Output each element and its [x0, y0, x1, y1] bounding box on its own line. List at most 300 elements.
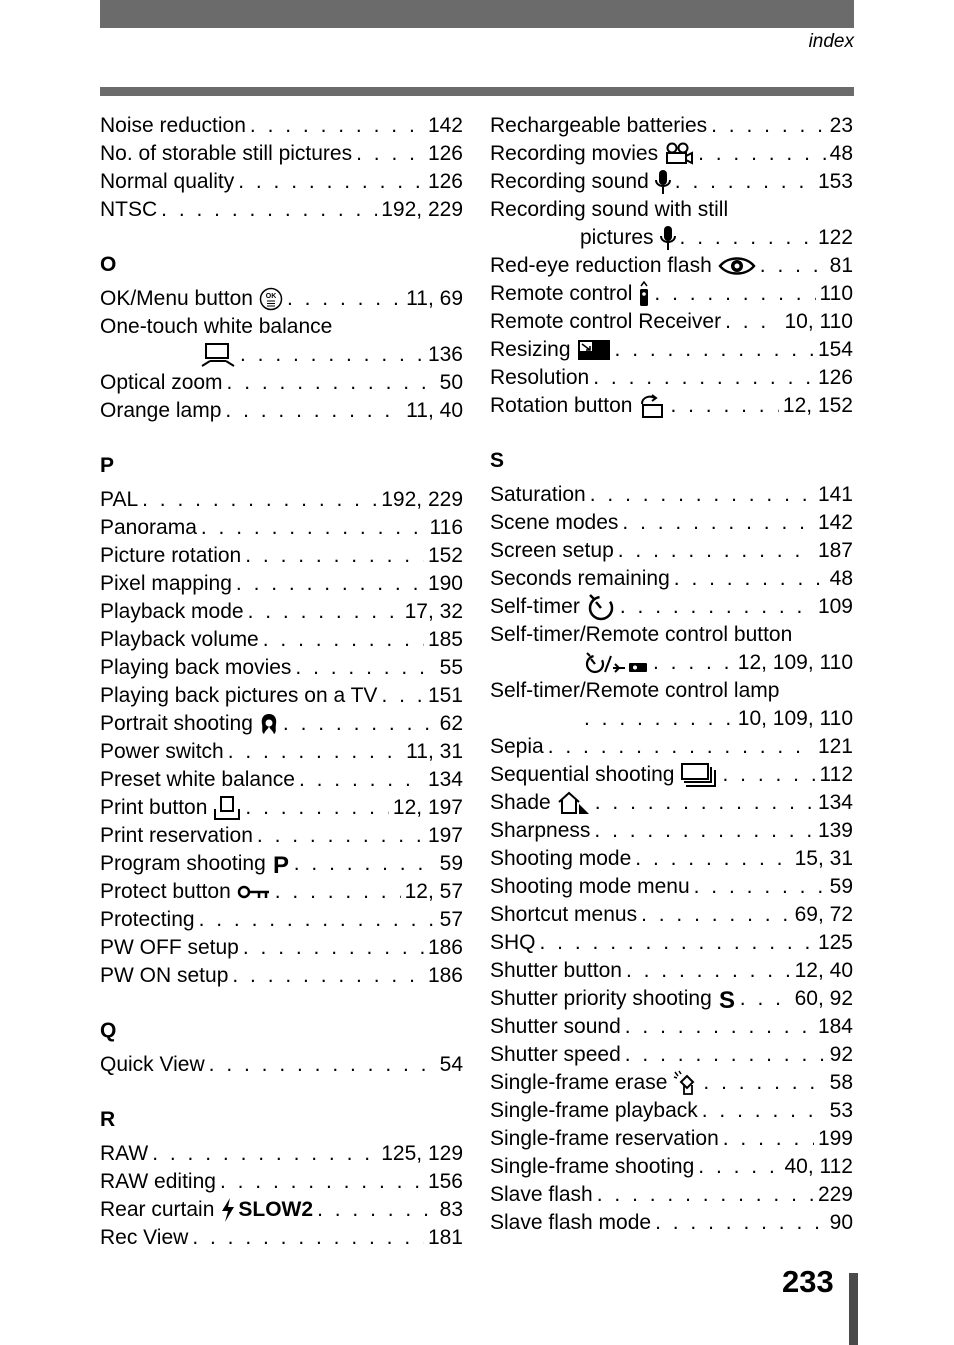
leader-dots	[275, 880, 401, 904]
index-term: Power switch	[100, 740, 224, 763]
leader-dots	[220, 1170, 424, 1194]
index-entry-heading	[490, 196, 853, 224]
leader-dots	[152, 1142, 377, 1166]
leader-dots	[584, 707, 734, 731]
index-term: PW ON setup	[100, 964, 229, 987]
index-entry	[100, 822, 463, 850]
leader-dots	[760, 254, 826, 278]
index-entry	[490, 565, 853, 593]
page-reference: 142	[427, 114, 463, 137]
page-reference: 122	[817, 226, 853, 249]
svg-text:S: S	[718, 987, 735, 1011]
index-entry	[490, 761, 853, 789]
page-reference: 116	[429, 516, 463, 539]
page-reference: 48	[829, 567, 853, 590]
index-entry	[100, 1224, 463, 1252]
index-entry	[490, 481, 853, 509]
index-term: Single-frame erase	[490, 1071, 668, 1094]
leader-dots	[593, 366, 814, 390]
index-entry	[490, 336, 853, 364]
index-term: Single-frame reservation	[490, 1127, 719, 1150]
page-reference: 110	[819, 282, 853, 305]
leader-dots	[620, 595, 814, 619]
index-entry	[100, 369, 463, 397]
index-term: Playing back pictures on a TV	[100, 684, 378, 707]
index-entry	[100, 542, 463, 570]
index-column-right	[490, 112, 853, 1237]
leader-dots	[674, 567, 826, 591]
protect-key-icon	[237, 883, 271, 901]
index-entry	[490, 1041, 853, 1069]
index-entry	[100, 1140, 463, 1168]
index-term: Sharpness	[490, 819, 591, 842]
leader-dots	[694, 875, 826, 899]
index-term: Protect button	[100, 880, 231, 903]
index-entry	[490, 845, 853, 873]
index-section-letter: Q	[100, 1019, 117, 1042]
index-section-letter: O	[100, 253, 117, 276]
index-term: Shutter sound	[490, 1015, 621, 1038]
leader-dots	[680, 226, 814, 250]
leader-dots	[540, 931, 814, 955]
index-term: Sequential shooting	[490, 763, 675, 786]
index-entry	[100, 486, 463, 514]
index-term: Portrait shooting	[100, 712, 253, 735]
page-reference: 186	[427, 964, 463, 987]
leader-dots	[263, 628, 424, 652]
index-entry	[100, 168, 463, 196]
page-number: 233	[782, 1264, 834, 1299]
index-entry	[100, 794, 463, 822]
index-term: Self-timer/Remote control lamp	[490, 679, 780, 702]
index-term: Sepia	[490, 735, 544, 758]
index-entry	[490, 1181, 853, 1209]
index-term: Shooting mode menu	[490, 875, 690, 898]
index-term: NTSC	[100, 198, 158, 221]
index-entry	[490, 873, 853, 901]
page-reference: 54	[439, 1053, 463, 1076]
leader-dots	[622, 511, 814, 535]
leader-dots	[228, 740, 402, 764]
leader-dots	[698, 142, 826, 166]
index-term: Print button	[100, 796, 208, 819]
index-term: Rechargeable batteries	[490, 114, 708, 137]
page-reference: 134	[427, 768, 463, 791]
index-term: Picture rotation	[100, 544, 242, 567]
index-entry	[490, 1013, 853, 1041]
leader-dots	[635, 847, 790, 871]
index-term: Self-timer	[490, 595, 580, 618]
leader-dots	[618, 539, 814, 563]
index-term: Red-eye reduction flash	[490, 254, 712, 277]
index-entry-heading	[100, 313, 463, 341]
page-reference: 10, 109, 110	[737, 707, 853, 730]
erase-icon	[673, 1070, 699, 1096]
index-term: PW OFF setup	[100, 936, 239, 959]
svg-text:P: P	[272, 852, 289, 876]
icon-label: SLOW2	[238, 1198, 314, 1221]
index-term: Shooting mode	[490, 847, 632, 870]
page-reference: 58	[829, 1071, 853, 1094]
page-reference: 197	[427, 824, 463, 847]
index-entry	[100, 140, 463, 168]
page-reference: 184	[817, 1015, 853, 1038]
page-reference: 126	[427, 142, 463, 165]
ok-menu-icon	[259, 287, 283, 311]
index-term: Pixel mapping	[100, 572, 232, 595]
page-reference: 125, 129	[381, 1142, 463, 1165]
leader-dots	[317, 1198, 436, 1222]
leader-dots	[670, 394, 778, 418]
index-entry	[490, 280, 853, 308]
index-entry	[100, 514, 463, 542]
leader-dots	[711, 114, 826, 138]
page-reference: 187	[817, 539, 853, 562]
index-term: Orange lamp	[100, 399, 222, 422]
leader-dots	[250, 114, 424, 138]
index-term: Playback volume	[100, 628, 259, 651]
resize-icon	[577, 338, 611, 362]
page-reference: 11, 69	[406, 287, 463, 310]
index-entry	[490, 112, 853, 140]
index-term: Rear curtain	[100, 1198, 215, 1221]
page-reference: 60, 92	[794, 987, 853, 1010]
page-reference: 55	[439, 656, 463, 679]
index-term: Shade	[490, 791, 551, 814]
page-reference: 83	[439, 1198, 463, 1221]
index-term: Single-frame playback	[490, 1099, 698, 1122]
page-reference: 57	[439, 908, 463, 931]
index-term: Saturation	[490, 483, 586, 506]
leader-dots	[722, 763, 815, 787]
page-reference: 15, 31	[794, 847, 853, 870]
self-timer-icon	[586, 593, 616, 621]
index-term: Shutter priority shooting	[490, 987, 712, 1010]
leader-dots	[295, 656, 435, 680]
one-touch-wb-icon	[200, 342, 236, 368]
leader-dots	[356, 142, 424, 166]
index-entry	[100, 906, 463, 934]
leader-dots	[142, 488, 377, 512]
index-term: Remote control Receiver	[490, 310, 722, 333]
index-entry	[490, 364, 853, 392]
flash-icon	[220, 1197, 313, 1223]
index-term: Playing back movies	[100, 656, 292, 679]
index-term: pictures	[580, 226, 654, 249]
index-entry	[100, 570, 463, 598]
index-term: Panorama	[100, 516, 197, 539]
index-term: Protecting	[100, 908, 195, 931]
leader-dots	[245, 544, 424, 568]
index-section-letter: P	[100, 454, 115, 477]
index-entry	[100, 962, 463, 990]
index-term: Self-timer/Remote control button	[490, 623, 793, 646]
page-reference: 134	[817, 791, 853, 814]
index-entry	[100, 850, 463, 878]
index-entry-continuation	[490, 649, 853, 677]
index-entry	[490, 817, 853, 845]
section-label: index	[808, 31, 854, 52]
red-eye-icon	[718, 255, 756, 277]
index-entry	[100, 1168, 463, 1196]
svg-text:OK: OK	[265, 293, 277, 300]
page-reference: 186	[427, 936, 463, 959]
page-reference: 185	[427, 628, 463, 651]
index-entry-continuation	[490, 705, 853, 733]
index-entry	[490, 593, 853, 621]
leader-dots	[655, 1211, 826, 1235]
leader-dots	[594, 819, 814, 843]
index-term: Rec View	[100, 1226, 189, 1249]
index-entry	[100, 738, 463, 766]
rotate-icon	[638, 393, 666, 419]
page-reference: 90	[829, 1211, 853, 1234]
page-reference: 59	[829, 875, 853, 898]
leader-dots	[209, 1053, 436, 1077]
leader-dots	[595, 791, 814, 815]
page-reference: 192, 229	[381, 488, 463, 511]
leader-dots	[192, 1226, 424, 1250]
index-term: Remote control	[490, 282, 633, 305]
leader-dots	[653, 651, 734, 675]
page-reference: 17, 32	[404, 600, 463, 623]
index-term: Single-frame shooting	[490, 1155, 695, 1178]
index-entry	[100, 934, 463, 962]
index-entry	[490, 1069, 853, 1097]
page-edge-bar	[849, 1273, 858, 1345]
index-entry	[100, 1051, 463, 1079]
page-reference: 126	[427, 170, 463, 193]
leader-dots	[615, 338, 814, 362]
page-reference: 11, 31	[406, 740, 463, 763]
index-entry	[100, 682, 463, 710]
index-entry-continuation	[100, 341, 463, 369]
index-entry	[490, 308, 853, 336]
index-entry	[490, 985, 853, 1013]
page-reference: 181	[427, 1226, 463, 1249]
leader-dots	[161, 198, 377, 222]
page-reference: 112	[819, 763, 853, 786]
index-term: Screen setup	[490, 539, 614, 562]
leader-dots	[248, 600, 401, 624]
leader-dots	[283, 712, 436, 736]
index-term: No. of storable still pictures	[100, 142, 353, 165]
leader-dots	[199, 908, 436, 932]
leader-dots	[590, 483, 814, 507]
index-term: RAW editing	[100, 1170, 216, 1193]
page-reference: 12, 152	[782, 394, 853, 417]
index-term: Recording sound with still	[490, 198, 729, 221]
index-entry	[490, 1125, 853, 1153]
index-term: Shutter speed	[490, 1043, 621, 1066]
self-timer-remote-icon	[585, 650, 649, 676]
index-column-left	[100, 112, 463, 1252]
leader-dots	[723, 1127, 814, 1151]
leader-dots	[243, 936, 424, 960]
page-reference: 125	[817, 931, 853, 954]
index-entry	[100, 285, 463, 313]
page-reference: 109	[817, 595, 853, 618]
leader-dots	[236, 572, 424, 596]
shade-icon	[557, 790, 591, 816]
index-entry	[100, 1196, 463, 1224]
microphone-icon	[655, 169, 671, 195]
page-reference: 12, 57	[404, 880, 463, 903]
index-term: Shortcut menus	[490, 903, 638, 926]
leader-dots	[257, 824, 424, 848]
index-term: Shutter button	[490, 959, 622, 982]
page-reference: 141	[817, 483, 853, 506]
page-reference: 152	[427, 544, 463, 567]
leader-dots	[240, 343, 424, 367]
leader-dots	[201, 516, 426, 540]
index-term: SHQ	[490, 931, 536, 954]
leader-dots	[227, 371, 436, 395]
index-term: One-touch white balance	[100, 315, 333, 338]
page-reference: 48	[829, 142, 853, 165]
index-entry-heading	[490, 677, 853, 705]
leader-dots	[381, 684, 424, 708]
leader-dots	[625, 1043, 826, 1067]
index-term: Slave flash mode	[490, 1211, 652, 1234]
leader-dots	[740, 987, 791, 1011]
index-section-letter: S	[490, 449, 505, 472]
index-entry	[100, 766, 463, 794]
leader-dots	[299, 768, 424, 792]
page-reference: 92	[829, 1043, 853, 1066]
print-icon	[213, 795, 241, 821]
page-reference: 50	[439, 371, 463, 394]
page-reference: 23	[829, 114, 853, 137]
page-reference: 121	[817, 735, 853, 758]
shutter-s-icon	[718, 987, 736, 1011]
index-term: Recording movies	[490, 142, 659, 165]
remote-icon	[638, 281, 650, 307]
leader-dots	[725, 310, 780, 334]
index-term: Seconds remaining	[490, 567, 670, 590]
index-term: Slave flash	[490, 1183, 593, 1206]
index-entry	[100, 878, 463, 906]
index-entry	[100, 654, 463, 682]
page-reference: 126	[817, 366, 853, 389]
page-reference: 192, 229	[381, 198, 463, 221]
index-entry	[100, 112, 463, 140]
page-reference: 11, 40	[406, 399, 463, 422]
page-reference: 12, 109, 110	[737, 651, 853, 674]
index-term: RAW	[100, 1142, 149, 1165]
page-reference: 190	[427, 572, 463, 595]
page-reference: 142	[817, 511, 853, 534]
index-entry	[100, 196, 463, 224]
index-term: Recording sound	[490, 170, 649, 193]
leader-dots	[232, 964, 424, 988]
leader-dots	[245, 796, 389, 820]
sequential-icon	[680, 762, 718, 788]
page-reference: 12, 197	[392, 796, 463, 819]
index-entry	[490, 1097, 853, 1125]
leader-dots	[225, 399, 402, 423]
index-term: Playback mode	[100, 600, 244, 623]
index-term: Resizing	[490, 338, 571, 361]
leader-dots	[641, 903, 791, 927]
page-reference: 151	[427, 684, 463, 707]
index-term: PAL	[100, 488, 139, 511]
index-term: Rotation button	[490, 394, 633, 417]
movie-camera-icon	[664, 142, 694, 166]
index-entry	[490, 1153, 853, 1181]
page-reference: 229	[817, 1183, 853, 1206]
page-reference: 69, 72	[794, 903, 853, 926]
index-section-letter: R	[100, 1108, 116, 1131]
index-term: Resolution	[490, 366, 590, 389]
index-entry	[490, 1209, 853, 1237]
index-term: Preset white balance	[100, 768, 295, 791]
header-bar	[100, 0, 854, 28]
page-reference: 59	[439, 852, 463, 875]
index-entry	[490, 733, 853, 761]
index-entry	[490, 901, 853, 929]
leader-dots	[548, 735, 814, 759]
page-reference: 139	[817, 819, 853, 842]
index-entry	[100, 626, 463, 654]
microphone-icon	[660, 225, 676, 251]
index-term: Optical zoom	[100, 371, 223, 394]
index-entry	[490, 789, 853, 817]
leader-dots	[702, 1099, 826, 1123]
leader-dots	[654, 282, 815, 306]
header-rule	[100, 87, 854, 96]
page-reference: 136	[427, 343, 463, 366]
index-entry	[100, 397, 463, 425]
index-term: Scene modes	[490, 511, 619, 534]
index-entry-continuation	[490, 224, 853, 252]
page-reference: 153	[817, 170, 853, 193]
page-reference: 199	[817, 1127, 853, 1150]
index-entry	[490, 509, 853, 537]
index-entry-heading	[490, 621, 853, 649]
page-reference: 12, 40	[794, 959, 853, 982]
leader-dots	[625, 1015, 814, 1039]
index-entry	[490, 252, 853, 280]
index-term: Print reservation	[100, 824, 253, 847]
index-entry	[490, 929, 853, 957]
index-term: OK/Menu button	[100, 287, 253, 310]
index-term: Quick View	[100, 1053, 205, 1076]
index-entry	[100, 598, 463, 626]
index-term: Noise reduction	[100, 114, 246, 137]
leader-dots	[675, 170, 814, 194]
index-term: Program shooting	[100, 852, 266, 875]
leader-dots	[626, 959, 791, 983]
leader-dots	[703, 1071, 825, 1095]
leader-dots	[597, 1183, 814, 1207]
portrait-icon	[259, 712, 279, 736]
page-reference: 154	[817, 338, 853, 361]
index-entry	[490, 957, 853, 985]
index-entry	[490, 168, 853, 196]
leader-dots	[287, 287, 402, 311]
page-reference: 81	[829, 254, 853, 277]
page-reference: 53	[829, 1099, 853, 1122]
page-reference: 62	[439, 712, 463, 735]
index-entry	[100, 710, 463, 738]
page-reference: 40, 112	[784, 1155, 853, 1178]
leader-dots	[294, 852, 436, 876]
program-p-icon	[272, 852, 290, 876]
leader-dots	[238, 170, 424, 194]
index-entry	[490, 140, 853, 168]
index-entry	[490, 392, 853, 420]
